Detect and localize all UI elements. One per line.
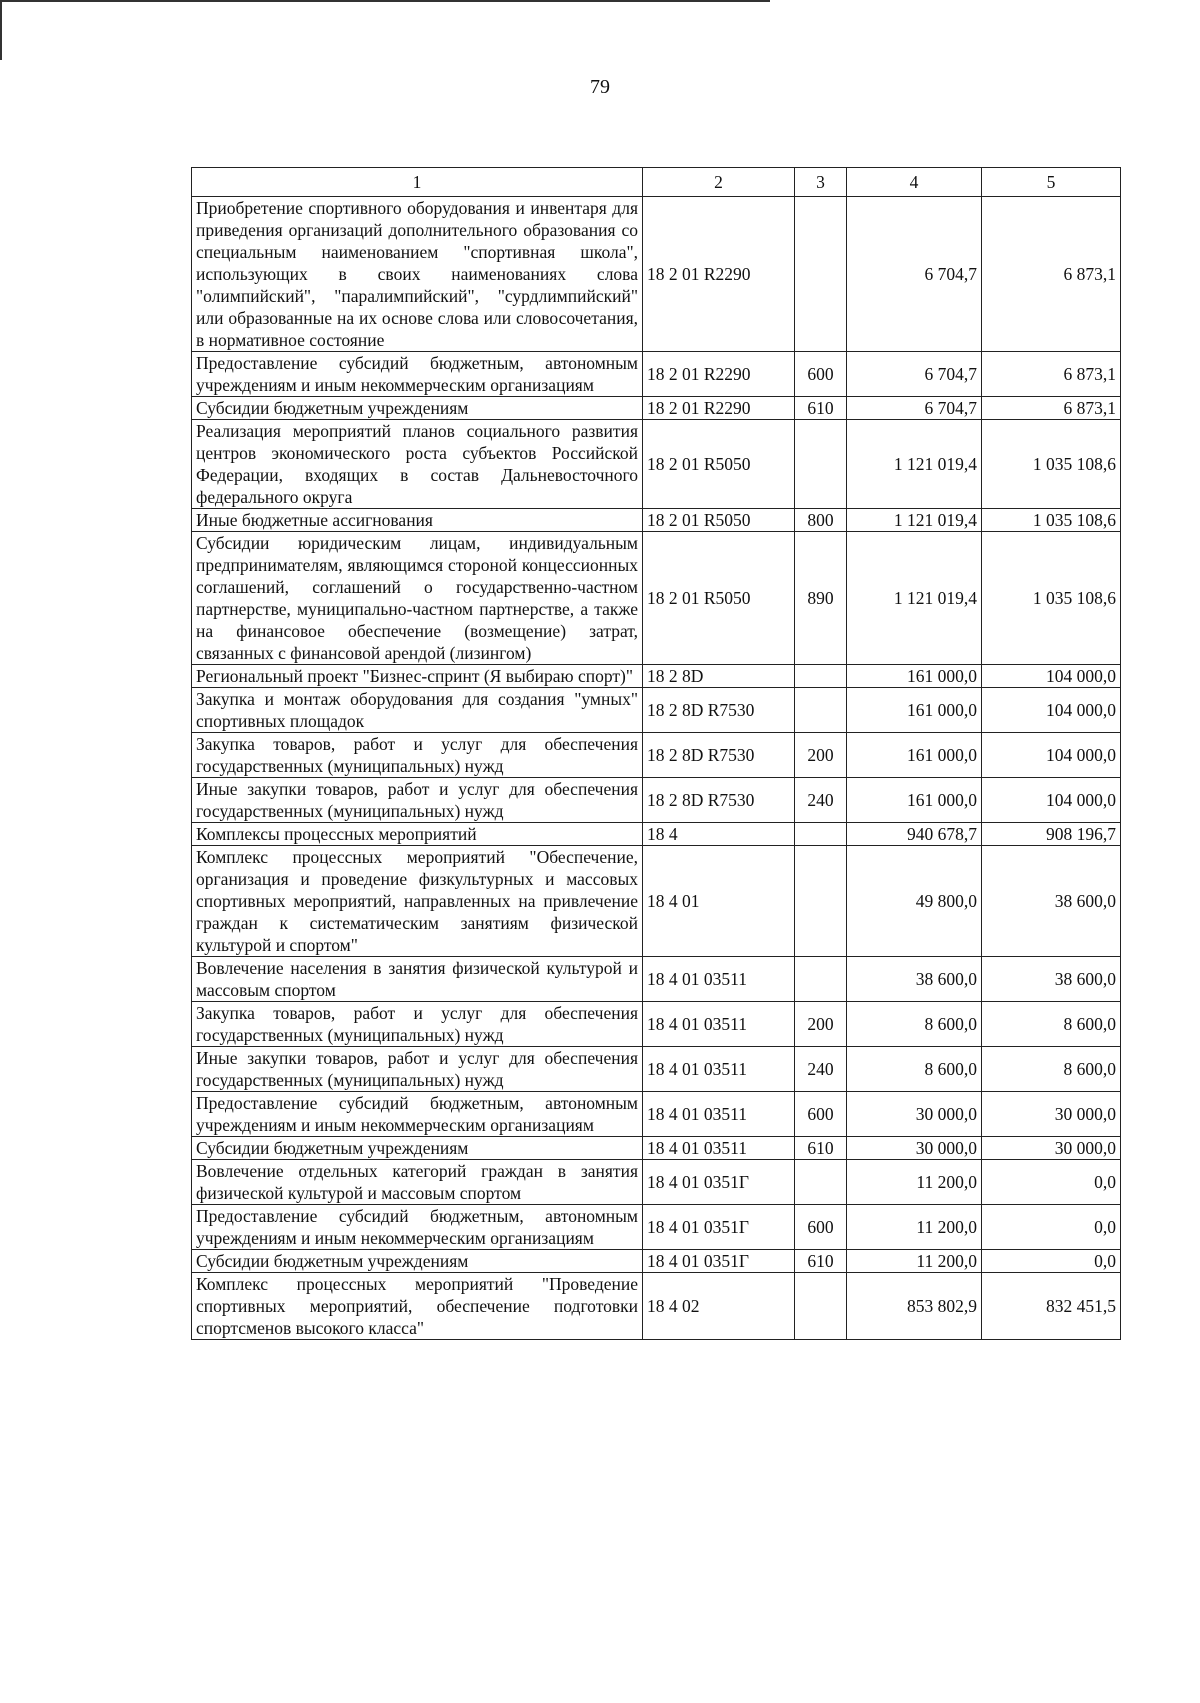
row-code-cell: 18 2 01 R5050 [643,509,795,532]
row-value-col4-cell: 1 121 019,4 [847,420,982,509]
row-name-cell: Иные бюджетные ассигнования [192,509,643,532]
page-number: 79 [590,76,610,98]
row-value-col4-cell: 8 600,0 [847,1002,982,1047]
row-value-col5-cell: 104 000,0 [982,778,1121,823]
row-code-cell: 18 4 02 [643,1273,795,1340]
table-row [192,1137,1121,1160]
row-code-cell: 18 4 01 03511 [643,1047,795,1092]
row-expense-type-cell: 200 [795,733,847,778]
row-value-col4-cell: 11 200,0 [847,1205,982,1250]
row-value-col5-cell: 8 600,0 [982,1002,1121,1047]
row-code-cell: 18 4 01 0351Г [643,1160,795,1205]
row-expense-type-cell [795,846,847,957]
row-expense-type-cell: 200 [795,1002,847,1047]
row-expense-type-cell: 610 [795,1250,847,1273]
row-value-col5-cell: 1 035 108,6 [982,420,1121,509]
row-name-cell: Предоставление субсидий бюджетным, автономным учреждениям и иным некоммерческим организациям [192,1205,643,1250]
row-expense-type-cell: 600 [795,352,847,397]
row-code-cell: 18 4 01 [643,846,795,957]
row-code-cell: 18 4 01 0351Г [643,1250,795,1273]
row-code-cell: 18 2 8D [643,665,795,688]
row-expense-type-cell [795,688,847,733]
row-value-col4-cell: 6 704,7 [847,197,982,352]
row-name-cell: Иные закупки товаров, работ и услуг для обеспечения государственных (муниципальных) нужд [192,1047,643,1092]
row-name-cell: Приобретение спортивного оборудования и инвентаря для приведения организаций дополнительного образования со специальным наименованием "спортивная школа", использующих в своих наименованиях слова "олимпийский", "паралимпийский", "сурдлимпийский" или образованные на их основе слова или словосочетания, в нормативное состояние [192,197,643,352]
row-code-cell: 18 2 01 R2290 [643,397,795,420]
row-code-cell: 18 2 8D R7530 [643,733,795,778]
table-row [192,1160,1121,1205]
row-value-col5-cell: 6 873,1 [982,352,1121,397]
row-code-cell: 18 4 01 03511 [643,957,795,1002]
row-value-col5-cell: 6 873,1 [982,397,1121,420]
column-header-4: 4 [847,168,982,197]
row-value-col4-cell: 161 000,0 [847,665,982,688]
row-expense-type-cell: 610 [795,397,847,420]
scan-edge-left [0,0,2,60]
row-name-cell: Закупка и монтаж оборудования для создания "умных" спортивных площадок [192,688,643,733]
row-expense-type-cell: 800 [795,509,847,532]
row-value-col4-cell: 38 600,0 [847,957,982,1002]
row-expense-type-cell [795,197,847,352]
table-row [192,846,1121,957]
row-expense-type-cell [795,420,847,509]
row-value-col4-cell: 1 121 019,4 [847,509,982,532]
row-name-cell: Закупка товаров, работ и услуг для обеспечения государственных (муниципальных) нужд [192,1002,643,1047]
row-name-cell: Вовлечение отдельных категорий граждан в занятия физической культурой и массовым спортом [192,1160,643,1205]
table-row [192,778,1121,823]
table-header-row [192,168,1121,197]
row-value-col4-cell: 30 000,0 [847,1092,982,1137]
row-value-col5-cell: 38 600,0 [982,846,1121,957]
row-code-cell: 18 2 8D R7530 [643,778,795,823]
row-code-cell: 18 4 01 03511 [643,1137,795,1160]
row-expense-type-cell [795,665,847,688]
column-header-1: 1 [192,168,643,197]
row-expense-type-cell: 240 [795,778,847,823]
row-value-col5-cell: 908 196,7 [982,823,1121,846]
row-code-cell: 18 2 8D R7530 [643,688,795,733]
row-value-col5-cell: 832 451,5 [982,1273,1121,1340]
row-value-col4-cell: 161 000,0 [847,688,982,733]
row-name-cell: Иные закупки товаров, работ и услуг для обеспечения государственных (муниципальных) нужд [192,778,643,823]
column-header-2: 2 [643,168,795,197]
row-value-col4-cell: 30 000,0 [847,1137,982,1160]
row-expense-type-cell: 240 [795,1047,847,1092]
row-code-cell: 18 2 01 R5050 [643,420,795,509]
row-value-col4-cell: 6 704,7 [847,397,982,420]
row-expense-type-cell [795,957,847,1002]
row-value-col5-cell: 0,0 [982,1250,1121,1273]
row-value-col4-cell: 161 000,0 [847,778,982,823]
row-name-cell: Реализация мероприятий планов социального развития центров экономического роста субъектов Российской Федерации, входящих в состав Дальневосточного федерального округа [192,420,643,509]
row-value-col5-cell: 104 000,0 [982,665,1121,688]
row-code-cell: 18 4 [643,823,795,846]
row-expense-type-cell [795,1160,847,1205]
row-value-col5-cell: 6 873,1 [982,197,1121,352]
row-value-col4-cell: 161 000,0 [847,733,982,778]
column-header-5: 5 [982,168,1121,197]
table-row [192,532,1121,665]
row-value-col4-cell: 49 800,0 [847,846,982,957]
row-name-cell: Комплекс процессных мероприятий "Проведение спортивных мероприятий, обеспечение подготовки спортсменов высокого класса" [192,1273,643,1340]
table-row [192,957,1121,1002]
row-value-col5-cell: 30 000,0 [982,1092,1121,1137]
column-header-3: 3 [795,168,847,197]
row-value-col5-cell: 104 000,0 [982,733,1121,778]
row-value-col4-cell: 11 200,0 [847,1250,982,1273]
row-expense-type-cell [795,1273,847,1340]
row-code-cell: 18 2 01 R5050 [643,532,795,665]
row-value-col5-cell: 104 000,0 [982,688,1121,733]
table-row [192,397,1121,420]
table-row [192,197,1121,352]
row-name-cell: Предоставление субсидий бюджетным, автономным учреждениям и иным некоммерческим организациям [192,1092,643,1137]
row-code-cell: 18 2 01 R2290 [643,352,795,397]
row-value-col5-cell: 1 035 108,6 [982,532,1121,665]
row-expense-type-cell: 610 [795,1137,847,1160]
row-name-cell: Комплекс процессных мероприятий "Обеспечение, организация и проведение физкультурных и массовых спортивных мероприятий, направленных на привлечение граждан к систематическим занятиям физической культурой и спортом" [192,846,643,957]
row-name-cell: Закупка товаров, работ и услуг для обеспечения государственных (муниципальных) нужд [192,733,643,778]
table-row [192,352,1121,397]
row-value-col5-cell: 1 035 108,6 [982,509,1121,532]
row-name-cell: Региональный проект "Бизнес-спринт (Я выбираю спорт)" [192,665,643,688]
row-value-col4-cell: 853 802,9 [847,1273,982,1340]
table-row [192,420,1121,509]
table-row [192,823,1121,846]
row-code-cell: 18 4 01 03511 [643,1002,795,1047]
table-row [192,1047,1121,1092]
row-name-cell: Субсидии юридическим лицам, индивидуальным предпринимателям, являющимся стороной концессионных соглашений, соглашений о государственно-частном партнерстве, муниципально-частном партнерстве, а также на финансовое обеспечение (возмещение) затрат, связанных с финансовой арендой (лизингом) [192,532,643,665]
row-expense-type-cell: 600 [795,1205,847,1250]
table-row [192,1273,1121,1340]
table-row [192,1002,1121,1047]
row-value-col5-cell: 38 600,0 [982,957,1121,1002]
row-value-col4-cell: 1 121 019,4 [847,532,982,665]
row-expense-type-cell: 890 [795,532,847,665]
table-row [192,665,1121,688]
row-value-col5-cell: 0,0 [982,1205,1121,1250]
table-row [192,688,1121,733]
row-value-col5-cell: 0,0 [982,1160,1121,1205]
row-name-cell: Субсидии бюджетным учреждениям [192,1137,643,1160]
row-name-cell: Субсидии бюджетным учреждениям [192,1250,643,1273]
scan-edge-top [0,0,770,2]
row-name-cell: Комплексы процессных мероприятий [192,823,643,846]
row-code-cell: 18 2 01 R2290 [643,197,795,352]
row-name-cell: Вовлечение населения в занятия физической культурой и массовым спортом [192,957,643,1002]
budget-table [191,167,1121,1340]
table-row [192,1205,1121,1250]
row-name-cell: Предоставление субсидий бюджетным, автономным учреждениям и иным некоммерческим организациям [192,352,643,397]
row-value-col5-cell: 8 600,0 [982,1047,1121,1092]
row-value-col4-cell: 6 704,7 [847,352,982,397]
row-value-col5-cell: 30 000,0 [982,1137,1121,1160]
row-value-col4-cell: 8 600,0 [847,1047,982,1092]
table-row [192,509,1121,532]
table-body [192,197,1121,1340]
row-expense-type-cell [795,823,847,846]
table-row [192,1250,1121,1273]
row-value-col4-cell: 940 678,7 [847,823,982,846]
table-row [192,1092,1121,1137]
table-row [192,733,1121,778]
row-value-col4-cell: 11 200,0 [847,1160,982,1205]
row-name-cell: Субсидии бюджетным учреждениям [192,397,643,420]
row-expense-type-cell: 600 [795,1092,847,1137]
row-code-cell: 18 4 01 03511 [643,1092,795,1137]
row-code-cell: 18 4 01 0351Г [643,1205,795,1250]
